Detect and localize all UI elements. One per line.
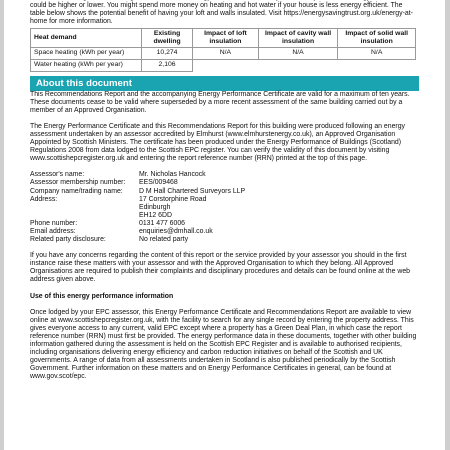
assessor-row: Related party disclosure: No related party bbox=[30, 236, 189, 244]
assessor-row: Company name/trading name: D M Hall Chartered Surveyors LLP bbox=[30, 187, 246, 195]
assessor-details bbox=[30, 171, 419, 244]
table-row bbox=[31, 59, 416, 71]
intro-paragraph: could be higher or lower. You might spend more money on heating and hot water if your house is less energy efficient. The table below shows the potential benefit of having your loft and walls insulated. Visit https://energysavingtrust.org.uk/energy-at-home for more information. bbox=[30, 2, 413, 26]
assessor-row: Email address: enquiries@dmhall.co.uk bbox=[30, 227, 213, 235]
assessor-row: EH12 6DD bbox=[139, 211, 172, 219]
header-loft-insulation: Impact of loft insulation bbox=[193, 29, 259, 47]
table-row bbox=[31, 47, 416, 59]
row-water-heating-label: Water heating (kWh per year) bbox=[31, 59, 142, 71]
certificate-paragraph: The Energy Performance Certificate and this Recommendations Report for this building were produced following an energy assessment undertaken by an assessor accredited by Elmhurst (www.elmhurstenergy.co.uk), an Approved Organisation Appointed by Scottish Ministers. The certificate has been produced under the Energy Performance of Buildings (Scotland) Regulations 2008 from data lodged to the Scottish EPC register. You can verify the validity of this document by visiting www.scottishepcregister.org.uk and entering the report reference number (RRN) printed at the top of this page. bbox=[30, 122, 405, 163]
row-space-heating-solid: N/A bbox=[338, 47, 416, 59]
page-edge-left bbox=[0, 0, 4, 450]
header-solid-wall: Impact of solid wall insulation bbox=[338, 29, 416, 47]
heat-demand-table bbox=[30, 28, 416, 71]
row-space-heating-existing: 10,274 bbox=[142, 47, 193, 59]
header-cavity-wall: Impact of cavity wall insulation bbox=[258, 29, 338, 47]
document-page bbox=[30, 0, 419, 381]
header-heat-demand: Heat demand bbox=[31, 29, 142, 47]
complaints-paragraph: If you have any concerns regarding the content of this report or the service provided by your assessor you should in the first instance raise these matters with your assessor and with the Approved Organisation to which they belong. All Approved Organisations are required to publish their complaints and disciplinary procedures and details can be found online at the web address given above. bbox=[30, 252, 410, 284]
use-of-info-paragraph: Once lodged by your EPC assessor, this Energy Performance Certificate and Recommendations Report are available to view online at www.scottishepcregister.org.uk, with the facility to search for any single record by entering the property address. This gives everyone access to any current, valid EPC except where a property has a Green Deal Plan, in which case the report reference number (RRN) must first be provided. The energy performance data in these documents, together with other building information gathered during the assessment is held on the Scottish EPC Register and is available to authorised recipients, including organisations delivering energy efficiency and carbon reduction initiatives on behalf of the Scottish and UK governments. A range of data from all assessments undertaken in Scotland is also published periodically by the Scottish Government. Further information on these matters and on Energy Performance Certificates in general, can be found at www.gov.scot/epc. bbox=[30, 308, 417, 381]
assessor-row: Address: 17 Corstorphine Road bbox=[30, 195, 207, 203]
use-of-info-heading: Use of this energy performance information bbox=[30, 292, 174, 300]
row-space-heating-label: Space heating (kWh per year) bbox=[31, 47, 142, 59]
assessor-row: Phone number: 0131 477 6006 bbox=[30, 219, 185, 227]
page-edge-right bbox=[445, 0, 450, 450]
table-header-row bbox=[31, 29, 416, 47]
validity-paragraph: This Recommendations Report and the accompanying Energy Performance Certificate are valid for a maximum of ten years. These documents cease to be valid where superseded by a more recent assessment of the same building carried out by a member of an Approved Organisation. bbox=[30, 90, 410, 114]
row-water-heating-existing: 2,106 bbox=[142, 59, 193, 71]
assessor-row: Edinburgh bbox=[139, 203, 171, 211]
header-existing-dwelling: Existing dwelling bbox=[142, 29, 193, 47]
row-space-heating-loft: N/A bbox=[193, 47, 259, 59]
row-space-heating-cavity: N/A bbox=[258, 47, 338, 59]
assessor-row: Assessor's name: Mr. Nicholas Hancock bbox=[30, 171, 206, 179]
section-heading-about: About this document bbox=[30, 76, 419, 91]
assessor-row: Assessor membership number: EES/009468 bbox=[30, 179, 178, 187]
